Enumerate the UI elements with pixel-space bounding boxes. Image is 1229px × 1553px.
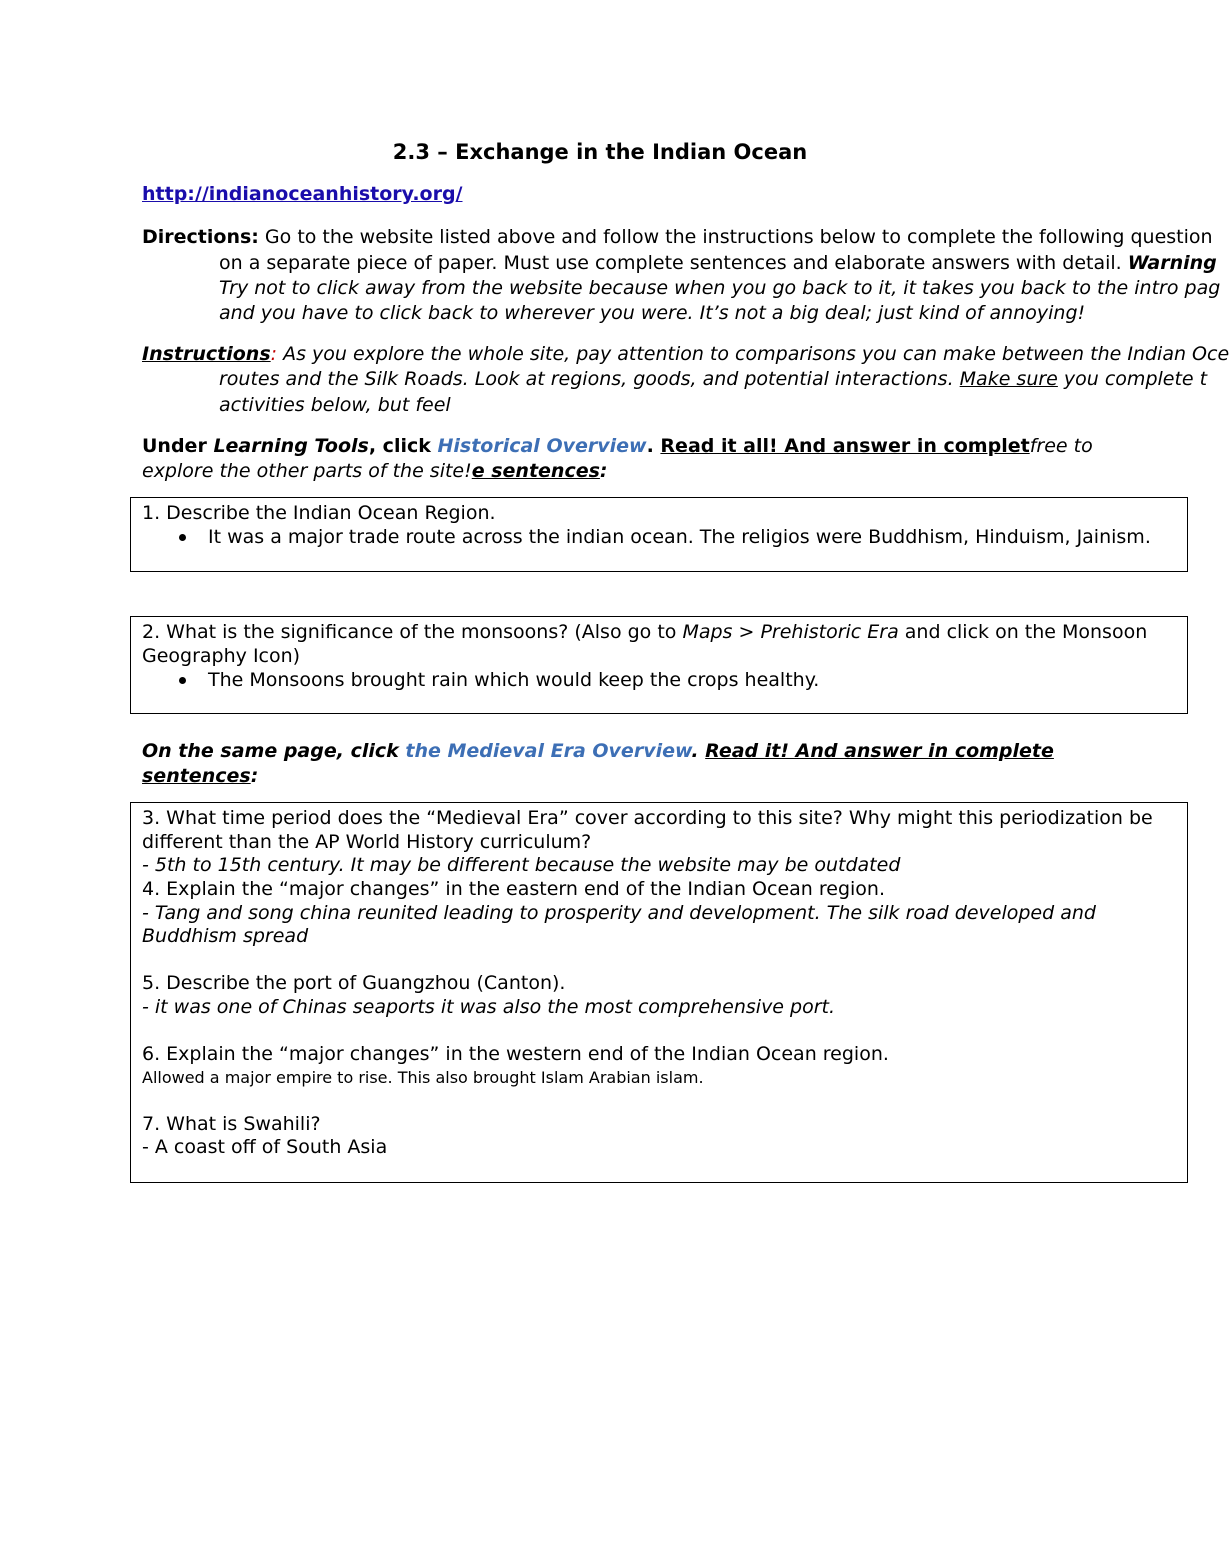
same-page-dot: . [691, 740, 706, 762]
same-page-line-2 [142, 764, 258, 789]
instructions-text-2b: you complete t [1057, 368, 1208, 390]
maps-path-text: Maps > Prehistoric Era [682, 621, 899, 643]
same-page-prefix: On the same page, click [142, 740, 406, 762]
warning-label: Warning [1127, 252, 1217, 274]
under-prefix: Under [142, 435, 214, 457]
question-3-line-2: different than the AP World History curriculum? [142, 831, 592, 853]
under-line-1 [142, 434, 1093, 459]
same-page-line-1 [142, 739, 1054, 764]
under-dot: . [646, 435, 661, 457]
question-box-2 [130, 616, 1188, 714]
historical-overview-link[interactable]: Historical Overview [437, 435, 647, 457]
instructions-text-2a: routes and the Silk Roads. Look at regions, goods, and potential interactions. [219, 368, 960, 390]
sentences-text: sentences [142, 765, 251, 787]
under-click: , click [368, 435, 438, 457]
answer-7[interactable]: - A coast off of South Asia [142, 1136, 388, 1158]
question-2-line-1 [142, 620, 1147, 644]
question-2-line-2: Geography Icon) [142, 645, 301, 667]
instructions-line-2 [219, 367, 1207, 392]
answer-3[interactable]: - 5th to 15th century. It may be different because the website may be outdated [142, 854, 901, 876]
directions-label: Directions: [142, 226, 259, 248]
website-link[interactable]: http://indianoceanhistory.org/ [142, 183, 463, 205]
make-sure-text: Make sure [959, 368, 1058, 390]
question-4: 4. Explain the “major changes” in the eastern end of the Indian Ocean region. [142, 878, 886, 900]
under-line-2-text: explore the other parts of the site! [142, 460, 472, 482]
medieval-era-link[interactable]: the Medieval Era Overview [405, 740, 692, 762]
directions-line-4: and you have to click back to wherever you were. It’s not a big deal; just kind of annoying! [219, 302, 1086, 324]
free-to-text: free to [1029, 435, 1093, 457]
directions-text-1: Go to the website listed above and follow the instructions below to complete the following question [258, 226, 1213, 248]
directions-line-3: Try not to click away from the website because when you go back to it, it takes you back to the intro pag [219, 277, 1221, 299]
directions-line-1 [142, 225, 1213, 250]
question-7: 7. What is Swahili? [142, 1113, 321, 1135]
instructions-text-1: As you explore the whole site, pay attention to comparisons you can make between the Indian Oce [277, 343, 1229, 365]
question-box-1 [130, 497, 1188, 572]
under-line-2-colon: : [599, 460, 608, 482]
directions-text-2: on a separate piece of paper. Must use complete sentences and elaborate answers with detail. [219, 252, 1128, 274]
bullet-icon [179, 677, 186, 684]
answer-5[interactable]: - it was one of Chinas seaports it was also the most comprehensive port. [142, 996, 836, 1018]
answer-2[interactable]: The Monsoons brought rain which would keep the crops healthy. [208, 669, 820, 691]
answer-6[interactable]: Allowed a major empire to rise. This also brought Islam Arabian islam. [142, 1068, 704, 1087]
under-line-2 [142, 459, 608, 484]
question-3-line-1: 3. What time period does the “Medieval Era” cover according to this site? Why might this periodization be [142, 807, 1153, 829]
answer-4-line-1[interactable]: - Tang and song china reunited leading to prosperity and development. The silk road developed and [142, 902, 1096, 924]
question-6: 6. Explain the “major changes” in the western end of the Indian Ocean region. [142, 1043, 889, 1065]
question-2-text-b: and click on the Monsoon [898, 621, 1148, 643]
question-1: 1. Describe the Indian Ocean Region. [142, 502, 496, 524]
instructions-colon: : [270, 343, 278, 365]
instructions-line-1 [142, 342, 1229, 367]
e-sentences-text: e sentences [471, 460, 600, 482]
question-5: 5. Describe the port of Guangzhou (Canton). [142, 972, 566, 994]
directions-line-2 [219, 251, 1217, 276]
question-2-text-a: 2. What is the significance of the monsoons? (Also go to [142, 621, 683, 643]
question-box-3 [130, 802, 1188, 1183]
learning-tools-text: Learning Tools [213, 435, 369, 457]
read-it-all-text: Read it all! And answer in complet [660, 435, 1030, 457]
instructions-line-3: activities below, but feel [219, 394, 451, 416]
same-page-colon: : [250, 765, 259, 787]
instructions-label: Instructions [142, 343, 271, 365]
answer-4-line-2[interactable]: Buddhism spread [142, 925, 309, 947]
bullet-icon [179, 534, 186, 541]
read-it-text: Read it! And answer in complete [705, 740, 1054, 762]
answer-1[interactable]: It was a major trade route across the indian ocean. The religios were Buddhism, Hinduism, Jainism. [208, 526, 1151, 548]
page-title: 2.3 – Exchange in the Indian Ocean [392, 140, 808, 164]
